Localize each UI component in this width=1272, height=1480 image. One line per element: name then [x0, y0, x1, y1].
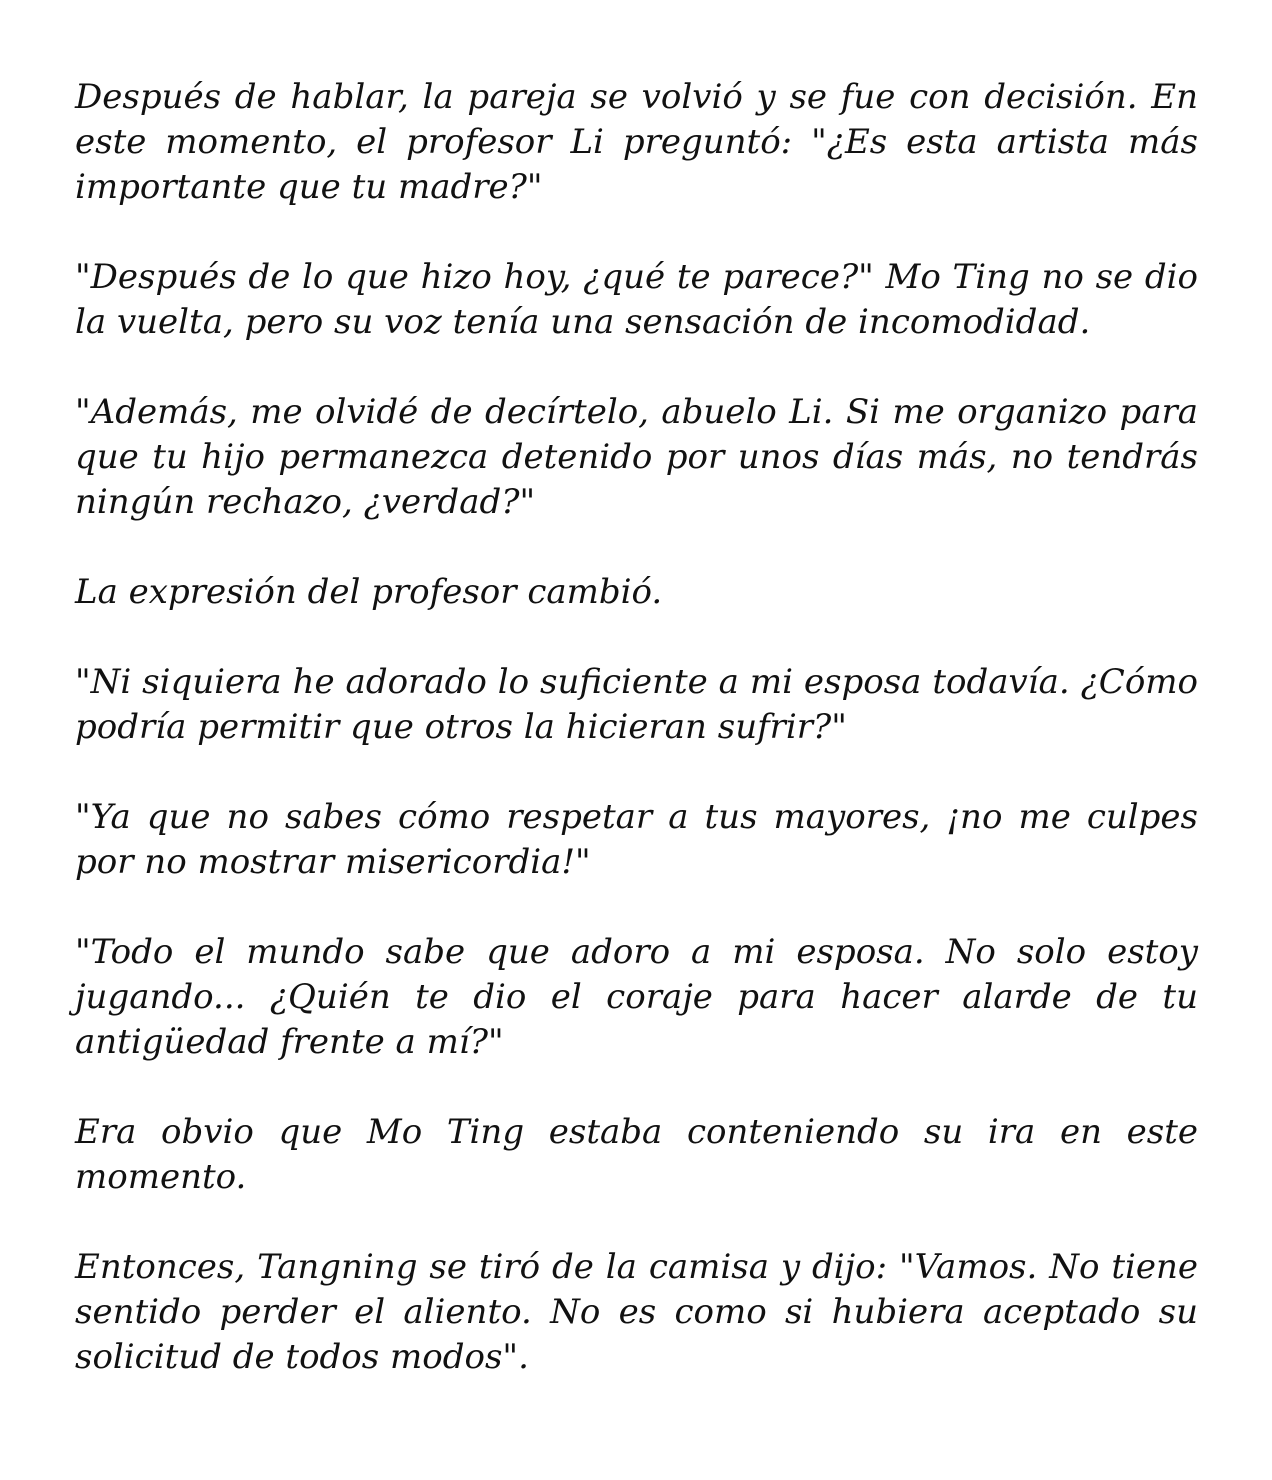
paragraph-8: Era obvio que Mo Ting estaba conteniendo su ira en este momento. [75, 1112, 1198, 1197]
document-page [75, 75, 1198, 1380]
paragraph-3: "Además, me olvidé de decírtelo, abuelo Li. Si me organizo para que tu hijo permanezca detenido por unos días más, no tendrás ningún rechazo, ¿verdad?" [75, 392, 1198, 522]
paragraph-2: "Después de lo que hizo hoy, ¿qué te parece?" Mo Ting no se dio la vuelta, pero su voz tenía una sensación de incomodidad. [75, 257, 1198, 342]
paragraph-5: "Ni siquiera he adorado lo suficiente a mi esposa todavía. ¿Cómo podría permitir que otros la hicieran sufrir?" [75, 662, 1198, 747]
paragraph-4: La expresión del profesor cambió. [75, 572, 663, 612]
paragraph-9: Entonces, Tangning se tiró de la camisa y dijo: "Vamos. No tiene sentido perder el aliento. No es como si hubiera aceptado su solicitud de todos modos". [75, 1247, 1198, 1377]
paragraph-7: "Todo el mundo sabe que adoro a mi esposa. No solo estoy jugando... ¿Quién te dio el coraje para hacer alarde de tu antigüedad frente a mí?" [75, 932, 1198, 1062]
paragraph-6: "Ya que no sabes cómo respetar a tus mayores, ¡no me culpes por no mostrar misericordia!" [75, 797, 1198, 882]
paragraph-1: Después de hablar, la pareja se volvió y se fue con decisión. En este momento, el profesor Li preguntó: "¿Es esta artista más importante que tu madre?" [75, 77, 1198, 207]
